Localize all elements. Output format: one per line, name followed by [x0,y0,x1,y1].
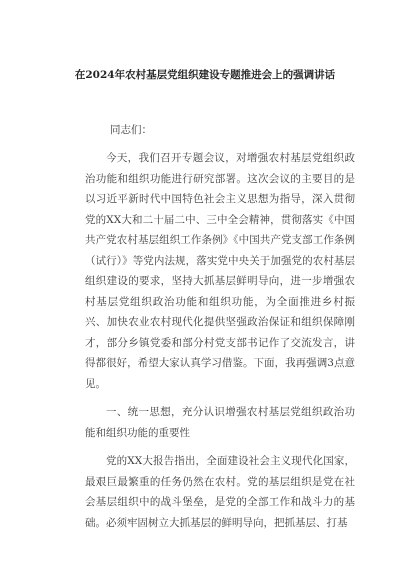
paragraph-section-1: 党的XX大报告指出，全面建设社会主义现代化国家，最艰巨最繁重的任务仍然在农村。党的基层组织是党在社会基层组织中的战斗堡垒，是党的全部工作和战斗力的基础。必须牢固树立大抓基层的鲜明导向，把抓基层、打基 [85,455,355,529]
paragraph-gap [85,443,355,451]
document-body [85,120,355,533]
paragraph-gap [85,394,355,402]
paragraph-intro: 今天，我们召开专题会议，对增强农村基层党组织政治功能和组织功能进行研究部署。这次会议的主要目的是以习近平新时代中国特色社会主义思想为指导，深入贯彻党的XX大和二十届二中、三中全会精神，贯彻落实《中国共产党农村基层组织工作条例》《中国共产党支部工作条例（试行）》等党内法规，落实党中央关于加强党的农村基层组织建设的要求，坚持大抓基层鲜明导向，进一步增强农村基层党组织政治功能和组织功能，为全面推进乡村振兴、加快农业农村现代化提供坚强政治保证和组织保障刚才，部分乡镇党委和部分村党支部书记作了交流发言，讲得都很好，希望大家认真学习借鉴。下面，我再强调3点意见。 [85,152,355,390]
document-title: 在2024年农村基层党组织建设专题推进会上的强调讲话 [74,69,336,81]
section-heading-1: 一、统一思想，充分认识增强农村基层党组织政治功能和组织功能的重要性 [85,406,355,439]
greeting: 同志们： [110,124,152,136]
